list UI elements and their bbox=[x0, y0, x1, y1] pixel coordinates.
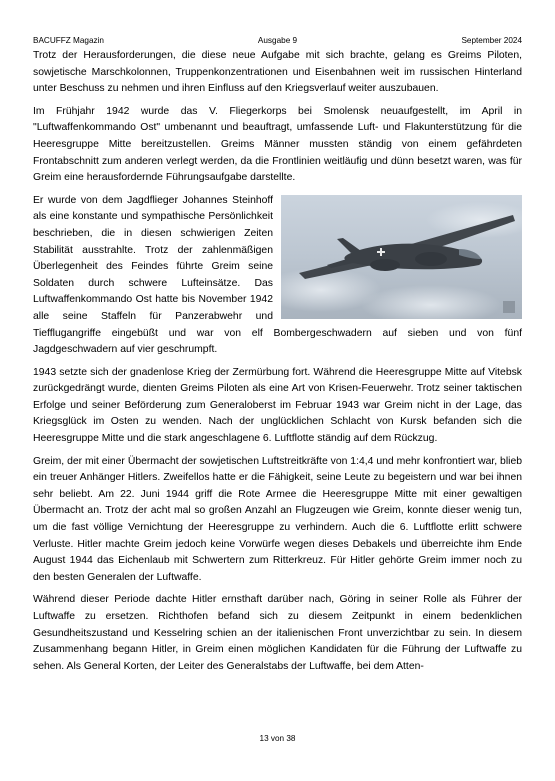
paragraph-5: Greim, der mit einer Übermacht der sowjetischen Luftstreitkräfte von 1:4,4 und mehr konfrontiert war, blieb ein treuer Anhänger Hitlers. Zweifellos hatte er die Fähigkeit, seine Leute zu begeistern und war bei ihnen sehr beliebt. Am 22. Juni 1944 griff die Rote Armee die Heeresgruppe Mitte mit einer gewaltigen Übermacht an. Trotz der acht mal so großen Anzahl an Flugzeugen wie Greim, konnte dieser wenig tun, um die fast völlige Vernichtung der Heeresgruppe zu verhindern. Auch die 6. Luftflotte erlitt schwere Verluste. Hitler machte Greim jedoch keine Vorwürfe wegen dieses Debakels und überreichte ihm Ende August 1944 das Eichenlaub mit Schwertern zum Ritterkreuz. Für Hitler gehörte Greim immer noch zu den besten Generalen der Luftwaffe. bbox=[33, 455, 522, 583]
aircraft-illustration bbox=[281, 195, 522, 319]
issue-date: September 2024 bbox=[461, 36, 522, 45]
aircraft-photo bbox=[281, 195, 522, 319]
paragraph-2: Im Frühjahr 1942 wurde das V. Fliegerkorps bei Smolensk neuaufgestellt, im April in "Luftwaffenkommando Ost" umbenannt und beauftragt, umfassende Luft- und Flakunterstützung für die Heeresgruppe Mitte bereitzustellen. Greims Männer mussten ständig von einem gefährdeten Frontabschnitt zum anderen verlegt werden, da die Frontlinien weitläufig und dünn besetzt waren, was für Greim eine herausfordernde Führungsaufgabe darstellte. bbox=[33, 105, 522, 184]
page-number: 13 von 38 bbox=[259, 734, 296, 743]
article-body bbox=[33, 48, 522, 681]
page-header bbox=[33, 35, 522, 47]
paragraph-4: 1943 setzte sich der gnadenlose Krieg der Zermürbung fort. Während die Heeresgruppe Mitte auf Vitebsk zurückgedrängt wurde, dienten Greims Piloten als eine Art von Krisen-Feuerwehr. Trotz seiner taktischen Erfolge und seiner Beförderung zum Generaloberst im Februar 1943 war Greim nicht in der Lage, das Kriegsglück im Osten zu wenden. Nach der unglücklichen Schlacht von Kursk befanden sich die Heeresgruppe Mitte und die stark angeschlagene 6. Luftflotte ständig auf dem Rückzug. bbox=[33, 366, 522, 445]
page-footer bbox=[0, 733, 555, 745]
magazine-name: BACUFFZ Magazin bbox=[33, 36, 104, 45]
paragraph-3: Er wurde von dem Jagdflieger Johannes Steinhoff als eine konstante und sympathische Persönlichkeit beschrieben, die in diesen schwierigen Zeiten Stabilität ausstrahlte. Trotz der zahlenmäßigen Überlegenheit des Feindes führte Greim seine Soldaten durch schwere Lufteinsätze. Das Luftwaffenkommando Ost hatte bis November 1942 alle seine Staffeln für Panzerabwehr und Tiefflugangriffe eingebüßt und war von elf Bombergeschwadern auf sieben und von fünf Jagdgeschwadern auf vier geschrumpft. bbox=[33, 194, 522, 356]
issue-number: Ausgabe 9 bbox=[257, 36, 298, 45]
paragraph-1: Trotz der Herausforderungen, die diese neue Aufgabe mit sich brachte, gelang es Greims Piloten, sowjetische Marschkolonnen, Truppenkonzentrationen und Eisenbahnen weit im russischen Hinterland unter Beschuss zu nehmen und ihren Einfluss auf den Kriegsverlauf weiter auszubauen. bbox=[33, 50, 522, 95]
paragraph-6: Während dieser Periode dachte Hitler ernsthaft darüber nach, Göring in seiner Rolle als Führer der Luftwaffe zu ersetzen. Richthofen befand sich zu diesem Zeitpunkt in einem bedenklichen Gesundheitszustand und Kesselring schien an der italienischen Front unverzichtbar zu sein. In diesem Zusammenhang begann Hitler, in Greim einen möglichen Kandidaten für die Führung der Luftwaffe zu sehen. Als General Korten, der Leiter des Generalstabs der Luftwaffe, bei dem Atten- bbox=[33, 594, 522, 672]
